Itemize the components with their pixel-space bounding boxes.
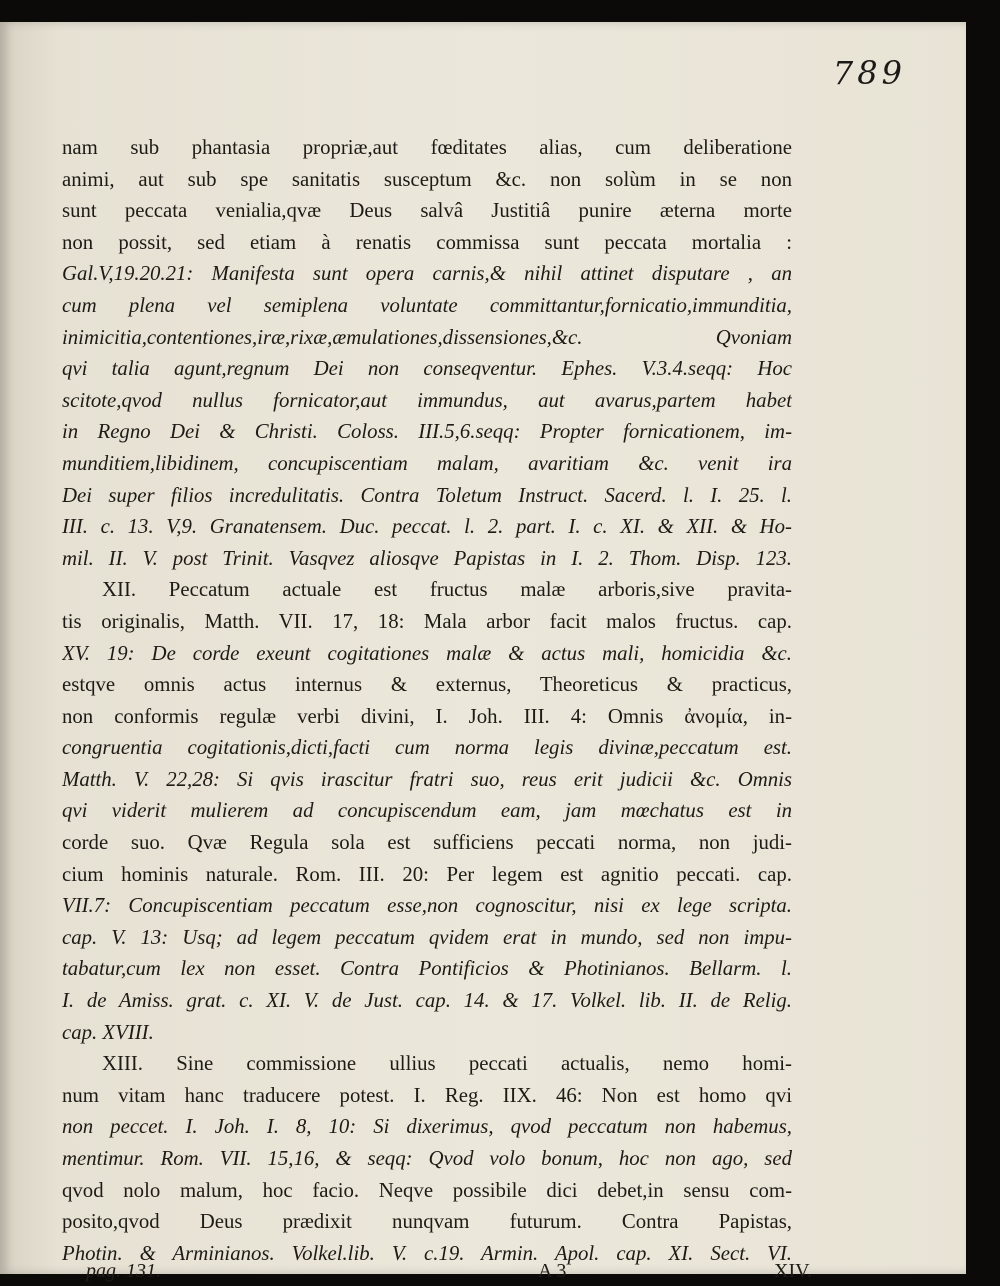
- text-line: Gal.V,19.20.21: Manifesta sunt opera carnis,& nihil attinet disputare , an: [62, 262, 792, 286]
- text-line: non possit, sed etiam à renatis commissa sunt peccata mortalia :: [62, 230, 792, 254]
- text-line: munditiem,libidinem, concupiscentiam malam, avaritiam &c. venit ira: [62, 451, 792, 475]
- text-line: estqve omnis actus internus & externus, Theoreticus & practicus,: [62, 673, 792, 697]
- text-line: congruentia cogitationis,dicti,facti cum norma legis divinæ,peccatum est.: [62, 736, 792, 760]
- text-line: XII. Peccatum actuale est fructus malæ arboris,sive pravita-: [102, 578, 792, 602]
- text-line: cap. XVIII.: [62, 1020, 154, 1044]
- text-line: Photin. & Arminianos. Volkel.lib. V. c.19. Armin. Apol. cap. XI. Sect. VI.: [62, 1241, 792, 1265]
- text-line: tis originalis, Matth. VII. 17, 18: Mala arbor facit malos fructus. cap.: [62, 609, 792, 633]
- text-line: XV. 19: De corde exeunt cogitationes malæ & actus mali, homicidia &c.: [62, 641, 792, 665]
- text-line: VII.7: Concupiscentiam peccatum esse,non cognoscitur, nisi ex lege scripta.: [62, 894, 792, 918]
- text-line: inimicitia,contentiones,iræ,rixæ,æmulationes,dissensiones,&c. Qvoniam: [62, 325, 792, 349]
- signature-mark: A 3: [538, 1260, 567, 1282]
- folio-number: 789: [832, 54, 906, 92]
- text-line: nam sub phantasia propriæ,aut fœditates alias, cum deliberatione: [62, 136, 792, 159]
- text-line: cium hominis naturale. Rom. III. 20: Per legem est agnitio peccati. cap.: [62, 862, 792, 886]
- text-line: XIII. Sine commissione ullius peccati actualis, nemo homi-: [102, 1052, 792, 1076]
- text-line: num vitam hanc traducere potest. I. Reg. IIX. 46: Non est homo qvi: [62, 1083, 792, 1107]
- text-line: posito,qvod Deus prædixit nunqvam futurum. Contra Papistas,: [62, 1210, 792, 1234]
- text-line: cap. V. 13: Usq; ad legem peccatum qvidem erat in mundo, sed non impu-: [62, 925, 792, 949]
- text-line: qvi viderit mulierem ad concupiscendum eam, jam mœchatus est in: [62, 799, 792, 823]
- text-block: [62, 132, 792, 1269]
- text-line: sunt peccata venialia,qvæ Deus salvâ Justitiâ punire æterna morte: [62, 199, 792, 223]
- text-line: scitote,qvod nullus fornicator,aut immundus, aut avarus,partem habet: [62, 388, 792, 412]
- text-line: qvi talia agunt,regnum Dei non conseqventur. Ephes. V.3.4.seqq: Hoc: [62, 357, 792, 381]
- text-line: Matth. V. 22,28: Si qvis irascitur fratri suo, reus erit judicii &c. Omnis: [62, 767, 792, 791]
- text-line: cum plena vel semiplena voluntate committantur,fornicatio,immunditia,: [62, 293, 792, 317]
- text-line: in Regno Dei & Christi. Coloss. III.5,6.seqq: Propter fornicationem, im-: [62, 420, 792, 444]
- text-line: mentimur. Rom. VII. 15,16, & seqq: Qvod volo bonum, hoc non ago, sed: [62, 1147, 792, 1170]
- text-line: corde suo. Qvæ Regula sola est sufficiens peccati norma, non judi-: [62, 831, 792, 855]
- text-line: animi, aut sub spe sanitatis susceptum &c. non solùm in se non: [62, 167, 792, 191]
- book-page: [0, 22, 966, 1282]
- text-line: III. c. 13. V,9. Granatensem. Duc. peccat. l. 2. part. I. c. XI. & XII. & Ho-: [62, 515, 792, 539]
- text-line: qvod nolo malum, hoc facio. Neqve possibile dici debet,in sensu com-: [62, 1178, 792, 1202]
- text-line: Dei super filios incredulitatis. Contra Toletum Instruct. Sacerd. l. I. 25. l.: [62, 483, 792, 507]
- text-line: non conformis regulæ verbi divini, I. Joh. III. 4: Omnis ἀνομία, in-: [62, 704, 792, 728]
- text-line: I. de Amiss. grat. c. XI. V. de Just. cap. 14. & 17. Volkel. lib. II. de Relig.: [62, 989, 792, 1013]
- text-line: non peccet. I. Joh. I. 8, 10: Si dixerimus, qvod peccatum non habemus,: [62, 1115, 792, 1139]
- catchword: XIV.: [774, 1260, 812, 1282]
- text-line: tabatur,cum lex non esset. Contra Pontificios & Photinianos. Bellarm. l.: [62, 957, 792, 981]
- footer-reference: pag. 131.: [86, 1260, 161, 1282]
- text-line: mil. II. V. post Trinit. Vasqvez aliosqve Papistas in I. 2. Thom. Disp. 123.: [62, 546, 792, 570]
